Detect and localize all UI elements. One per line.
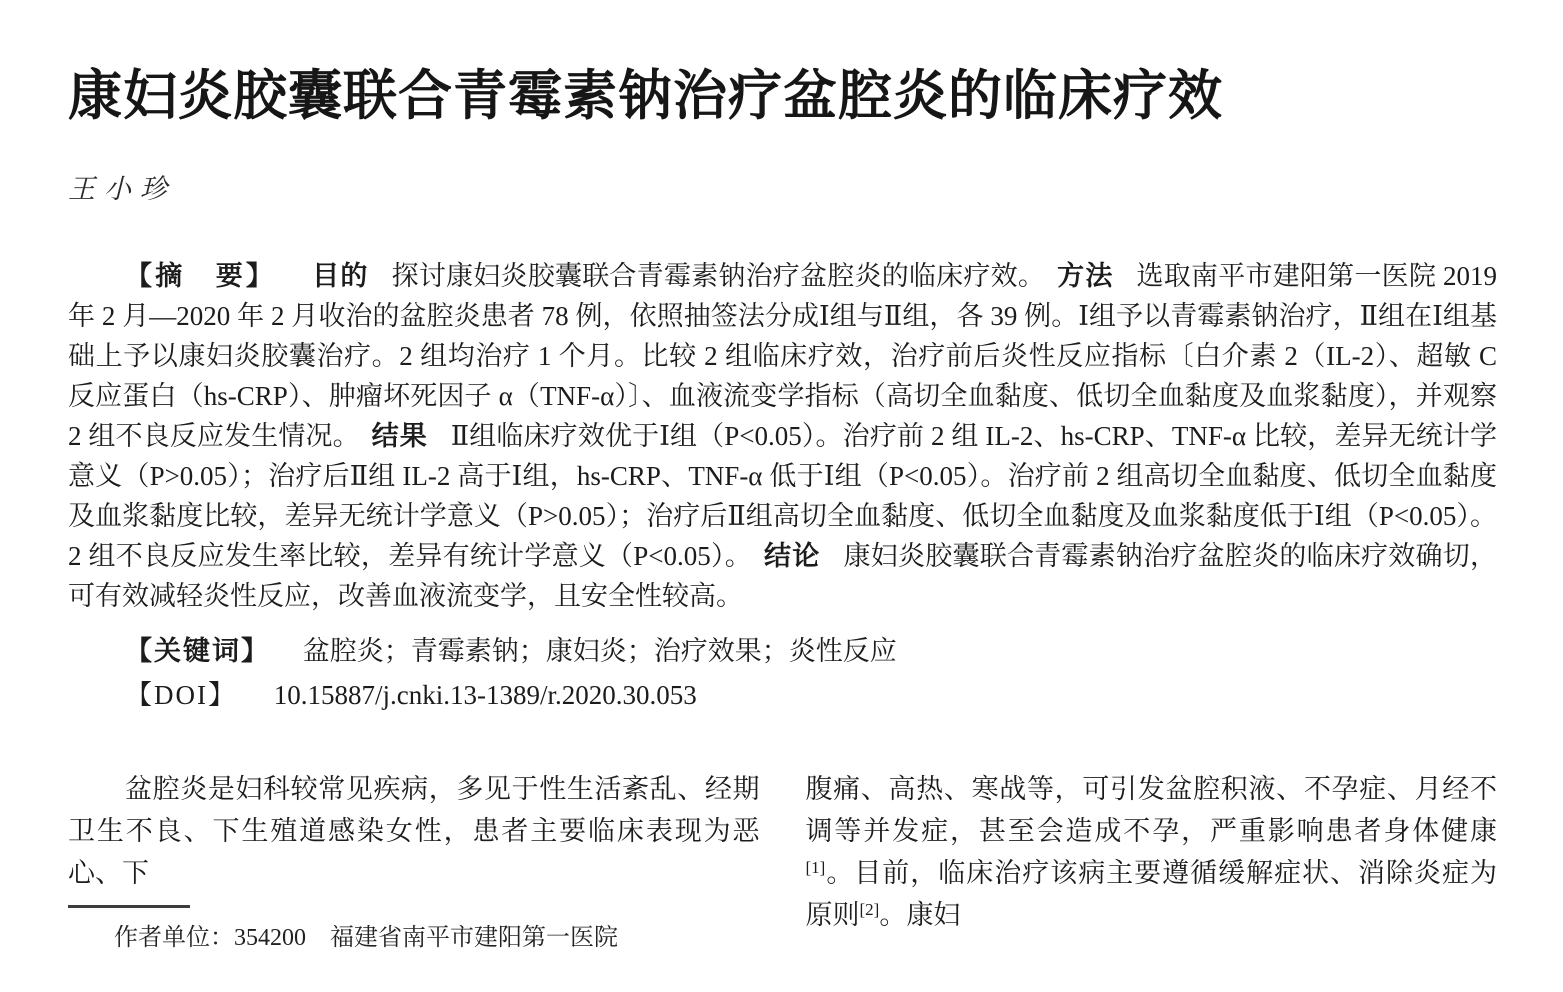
- abstract-methods-text: 选取南平市建阳第一医院 2019 年 2 月—2020 年 2 月收治的盆腔炎患者 78 例，依照抽签法分成Ⅰ组与Ⅱ组，各 39 例。Ⅰ组予以青霉素钠治疗，Ⅱ组在Ⅰ组基础上予以康妇炎胶囊治疗。2 组均治疗 1 个月。比较 2 组临床疗效，治疗前后炎性反应指标〔白介素 2（IL-2）、超敏 C 反应蛋白（hs-CRP）、肿瘤坏死因子 α（TNF-α）〕、血液流变学指标（高切全血黏度、低切全血黏度及血浆黏度），并观察 2 组不良反应发生情况。: [68, 260, 1498, 451]
- abstract-paragraph: [68, 256, 1497, 616]
- abstract-results-heading: 结果: [371, 420, 428, 451]
- keywords-line: [68, 630, 1497, 672]
- abstract-objective-heading: 目的: [312, 260, 369, 291]
- abstract-label: 【摘 要】: [125, 260, 277, 291]
- doi-label: 【DOI】: [125, 679, 237, 710]
- intro-right-text-2: 。目前，临床治疗该病主要遵循缓解症状、消除炎症为原则: [805, 857, 1497, 930]
- doi-line: [68, 674, 1497, 716]
- keywords-label: 【关键词】: [125, 635, 270, 666]
- intro-paragraph-right: [806, 768, 1498, 936]
- reference-1-superscript: [1]: [805, 857, 826, 877]
- abstract-conclusion-heading: 结论: [764, 540, 821, 571]
- author-name: 王小珍: [68, 173, 176, 204]
- doi-value: 10.15887/j.cnki.13-1389/r.2020.30.053: [273, 679, 697, 710]
- author-affiliation-footnote: 作者单位：354200 福建省南平市建阳第一医院: [114, 924, 618, 951]
- intro-right-text-3: 。康妇: [879, 899, 961, 930]
- abstract-results-text: Ⅱ组临床疗效优于Ⅰ组（P<0.05）。治疗前 2 组 IL-2、hs-CRP、TNF-α 比较，差异无统计学意义（P>0.05）；治疗后Ⅱ组 IL-2 高于Ⅰ组，hs-CRP、TNF-α 低于Ⅰ组（P<0.05）。治疗前 2 组高切全血黏度、低切全血黏度及血浆黏度比较，差异无统计学意义（P>0.05）；治疗后Ⅱ组高切全血黏度、低切全血黏度及血浆黏度低于Ⅰ组（P<0.05）。2 组不良反应发生率比较，差异有统计学意义（P<0.05）。: [68, 420, 1498, 571]
- abstract-methods-heading: 方法: [1057, 260, 1114, 291]
- abstract-objective-text: 探讨康妇炎胶囊联合青霉素钠治疗盆腔炎的临床疗效。: [391, 260, 1046, 291]
- intro-right-text-1: 腹痛、高热、寒战等，可引发盆腔积液、不孕症、月经不调等并发症，甚至会造成不孕，严重影响患者身体健康: [805, 773, 1497, 846]
- footnote-separator-rule: [68, 905, 190, 908]
- abstract-conclusion-text: 康妇炎胶囊联合青霉素钠治疗盆腔炎的临床疗效确切，可有效减轻炎性反应，改善血液流变学，且安全性较高。: [68, 540, 1498, 611]
- intro-paragraph-left: 盆腔炎是妇科较常见疾病，多见于性生活紊乱、经期卫生不良、下生殖道感染女性，患者主要临床表现为恶心、下: [68, 773, 760, 888]
- keywords-text: 盆腔炎；青霉素钠；康妇炎；治疗效果；炎性反应: [302, 635, 897, 666]
- reference-2-superscript: [2]: [859, 899, 880, 919]
- paper-title: 康妇炎胶囊联合青霉素钠治疗盆腔炎的临床疗效: [68, 66, 1223, 126]
- right-column: [806, 768, 1498, 955]
- left-column: [68, 768, 760, 955]
- two-column-body: [68, 768, 1497, 955]
